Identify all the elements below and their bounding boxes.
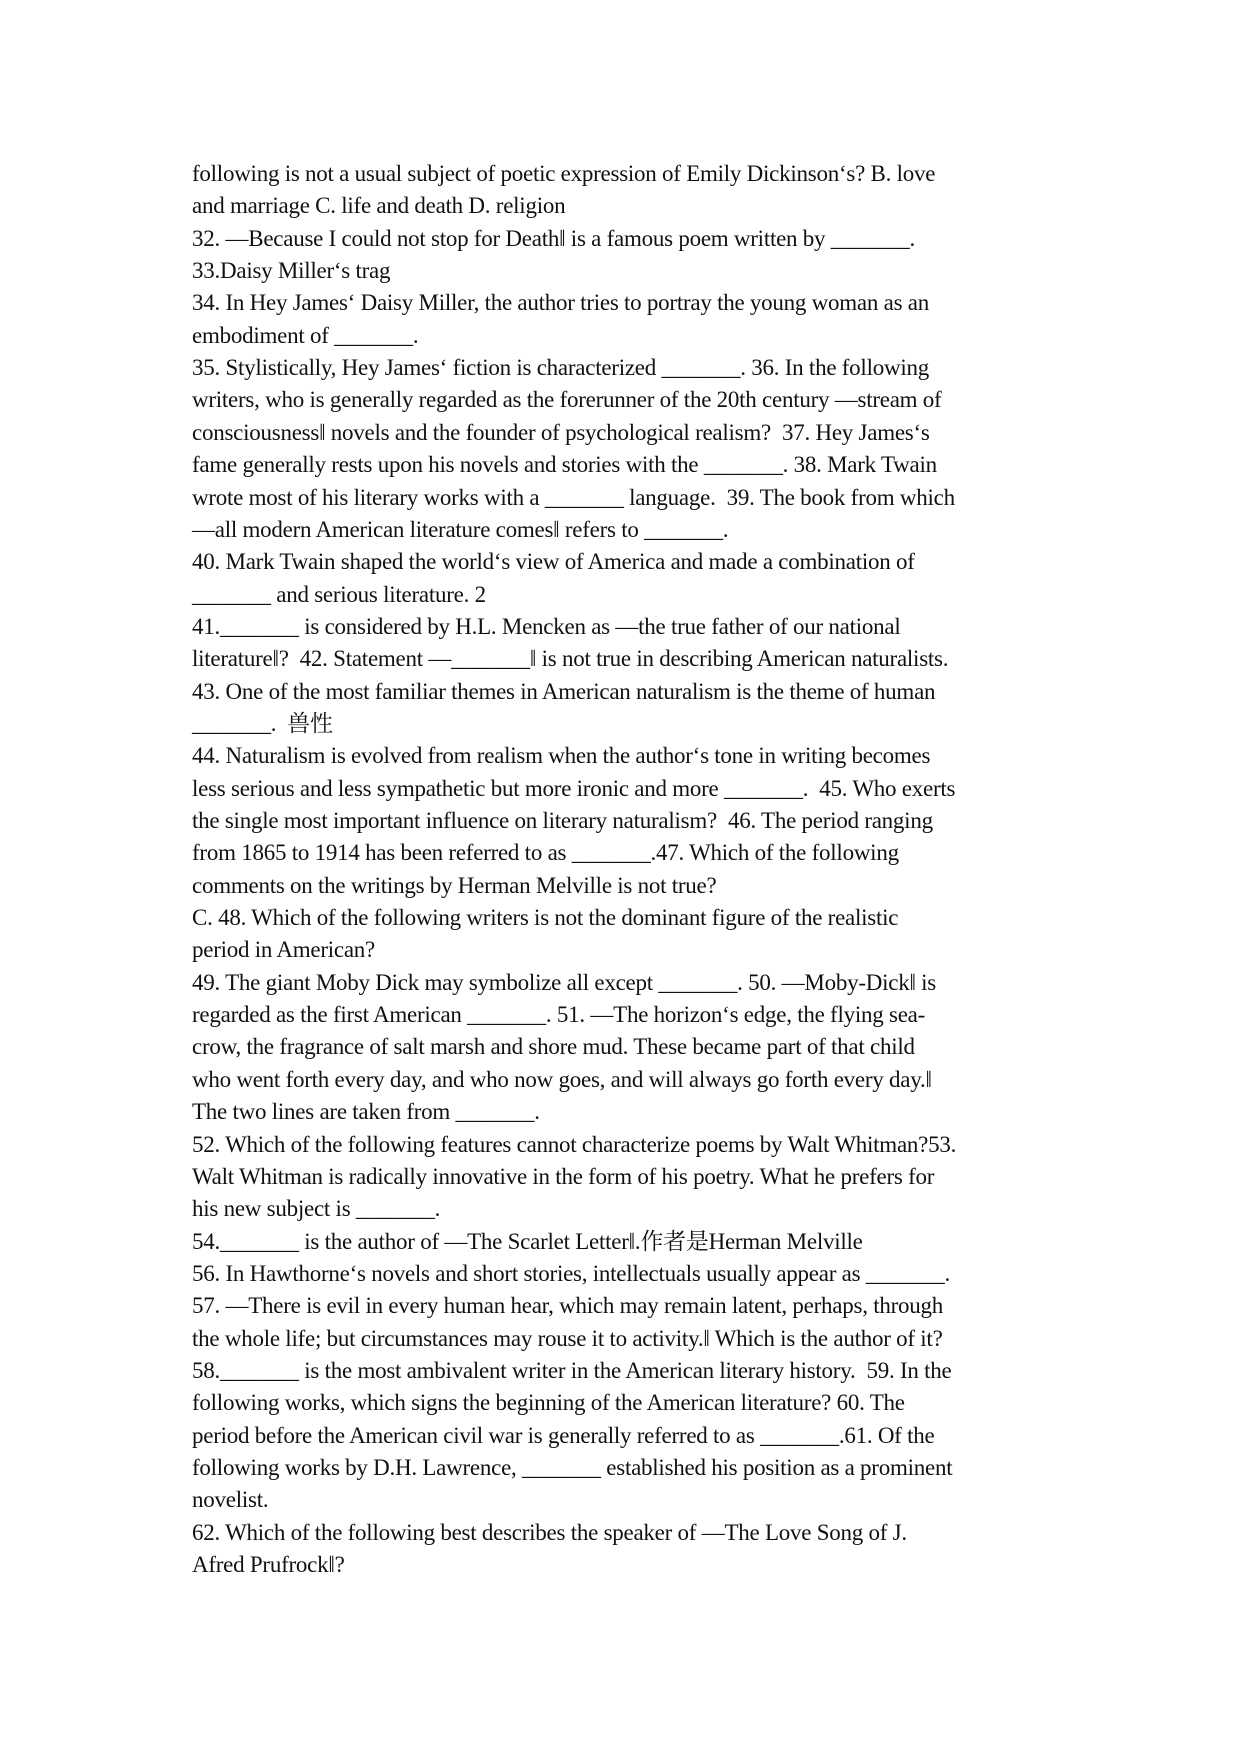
text-line: 34. In Hey James‘ Daisy Miller, the author tries to portray the young woman as an [192, 290, 930, 316]
text-line: writers, who is generally regarded as the forerunner of the 20th century —stream of [192, 387, 942, 413]
text-line: 52. Which of the following features cannot characterize poems by Walt Whitman?53. [192, 1131, 957, 1157]
text-line: 49. The giant Moby Dick may symbolize all except _______. 50. —Moby-Dick‖ is [192, 969, 936, 995]
text-line: the whole life; but circumstances may rouse it to activity.‖ Which is the author of it? [192, 1325, 943, 1351]
text-line: —all modern American literature comes‖ refers to _______. [192, 516, 729, 542]
text-line: 40. Mark Twain shaped the world‘s view of America and made a combination of [192, 549, 915, 575]
text-line: regarded as the first American _______. 51. —The horizon‘s edge, the flying sea- [192, 1002, 926, 1028]
text-line: following works by D.H. Lawrence, _______ established his position as a prominent [192, 1455, 953, 1480]
text-line: 54._______ is the author of —The Scarlet Letter‖.作者是Herman Melville [192, 1228, 863, 1254]
text-line: period in American? [192, 937, 376, 963]
text-line: 35. Stylistically, Hey James‘ fiction is characterized _______. 36. In the following [192, 355, 929, 381]
text-line: 62. Which of the following best describes the speaker of —The Love Song of J. [192, 1519, 907, 1545]
text-line: following is not a usual subject of poetic expression of Emily Dickinson‘s? B. love [192, 161, 936, 186]
text-line: 44. Naturalism is evolved from realism when the author‘s tone in writing becomes [192, 743, 931, 769]
text-line: 33.Daisy Miller‘s trag [192, 258, 391, 284]
text-line: 43. One of the most familiar themes in American naturalism is the theme of human [192, 678, 936, 704]
text-line: C. 48. Which of the following writers is not the dominant figure of the realistic [192, 905, 899, 931]
text-line: his new subject is _______. [192, 1196, 441, 1222]
text-line: novelist. [192, 1487, 269, 1513]
text-line: Walt Whitman is radically innovative in the form of his poetry. What he prefers for [192, 1163, 935, 1189]
text-line: who went forth every day, and who now goes, and will always go forth every day.‖ [192, 1066, 932, 1092]
text-line: 32. —Because I could not stop for Death‖ is a famous poem written by _______. [192, 225, 916, 251]
text-line: period before the American civil war is generally referred to as _______.61. Of the [192, 1422, 935, 1448]
text-line: Afred Prufrock‖? [192, 1552, 345, 1578]
text-line: comments on the writings by Herman Melville is not true? [192, 872, 717, 898]
text-line: 58._______ is the most ambivalent writer in the American literary history. 59. In the [192, 1357, 952, 1383]
text-line: wrote most of his literary works with a _______ language. 39. The book from which [192, 484, 955, 510]
text-line: following works, which signs the beginning of the American literature? 60. The [192, 1390, 905, 1416]
text-line: 57. —There is evil in every human hear, which may remain latent, perhaps, through [192, 1293, 944, 1319]
text-line: crow, the fragrance of salt marsh and shore mud. These became part of that child [192, 1034, 915, 1060]
text-line: The two lines are taken from _______. [192, 1099, 540, 1125]
text-line: less serious and less sympathetic but more ironic and more _______. 45. Who exerts [192, 775, 956, 801]
text-line: 41._______ is considered by H.L. Mencken as —the true father of our national [192, 613, 901, 639]
text-line: fame generally rests upon his novels and stories with the _______. 38. Mark Twain [192, 452, 937, 478]
text-line: literature‖? 42. Statement —_______‖ is not true in describing American naturalists. [192, 646, 949, 672]
text-line: the single most important influence on literary naturalism? 46. The period ranging [192, 808, 933, 833]
text-line: _______. 兽性 [192, 710, 333, 736]
text-line: from 1865 to 1914 has been referred to as _______.47. Which of the following [192, 840, 899, 866]
text-line: and marriage C. life and death D. religion [192, 193, 566, 219]
text-line: _______ and serious literature. 2 [192, 581, 486, 607]
text-line: consciousness‖ novels and the founder of psychological realism? 37. Hey James‘s [192, 419, 930, 445]
text-line: 56. In Hawthorne‘s novels and short stories, intellectuals usually appear as _______. [192, 1260, 951, 1286]
text-line: embodiment of _______. [192, 322, 419, 348]
